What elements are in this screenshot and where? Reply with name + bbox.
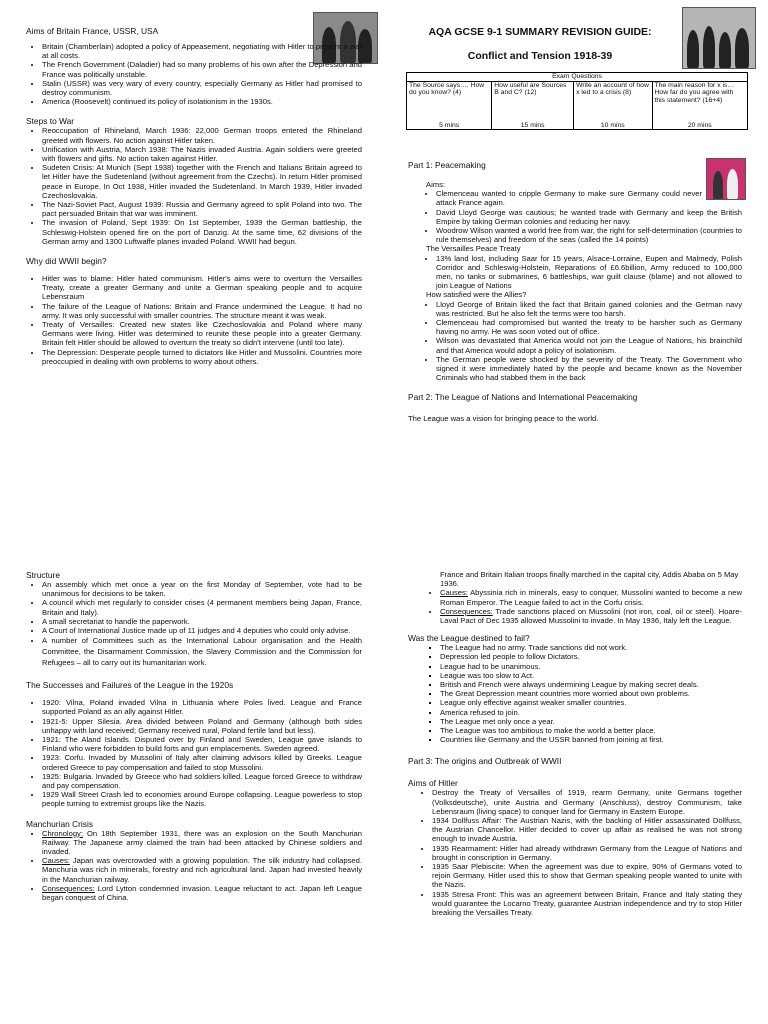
steps-to-war-list [26, 126, 362, 246]
list-item: • David Lloyd George was cautious; he wanted trade with Germany and keep the British Empire by taking German colonies and reducing her navy. [436, 208, 742, 226]
list-item [440, 588, 742, 606]
aims-allies-heading: Aims of Britain France, USSR, USA [26, 26, 159, 36]
list-item: • A number of Committees such as the International Labour organisation and the Health Committee, the Disarmament Commission, the Slavery Commission and the Commission for Refugees – all to carry out its humanitarian work. [42, 635, 362, 668]
list-item: • 1921-5: Upper Silesia. Area divided between Poland and Germany (although both sides unhappy with land received; Germany received rural, Poland fertile land but less). [42, 717, 362, 735]
structure-list [26, 580, 362, 668]
list-item: • 1923: Corfu. Invaded by Mussolini of Italy after claiming advisors killed by Greeks. League ordered Greece to pay compensation and failed to stop Mussolini. [42, 753, 362, 771]
item-text: Abyssinia rich in minerals, easy to conquer, Mussolini wanted to become a new Roman Emperor. The League failed to act in the Corfu crisis. [440, 588, 742, 607]
hitler-aims-heading: Aims of Hitler [408, 778, 458, 789]
list-item: ▪ League only effective against weaker smaller countries. [440, 698, 742, 707]
list-item: ▪ Depression led people to follow Dictators. [440, 652, 742, 661]
list-item: • An assembly which met once a year on the first Monday of September, vote had to be unanimous for decisions to be taken. [42, 580, 362, 598]
list-item: ▪ The League was too ambitious to make the world a better place. [440, 726, 742, 735]
exam-question-time: 10 mins [574, 122, 652, 130]
list-item: • Destroy the Treaty of Versailles of 1919, rearm Germany, unite Germans together (Volksdeutsche), unite Austria and Germany (Anschluss), destroy Communism, take Lebensraum (living space) to conquer land for Germany in Eastern Europe. [432, 788, 742, 816]
list-item: • 1934 Dollfuss Affair: The Austrian Nazis, with the backing of Hitler assassinated Dollfuss, the Austrian Chancellor. Hitler decided to cover up affair as realised he was not strong enough to invade Austria. [432, 816, 742, 844]
list-item: • 1935 Stresa Front: This was an agreement between Britain, France and Italy stating they would guarantee the Locarno Treaty, guarantee Austrian independence and try to stop Hitler breaking the Versailles Treaty. [432, 890, 742, 918]
list-item: • 1935 Rearmament: Hitler had already withdrawn Germany from the League of Nations and brought in conscription in Germany. [432, 844, 742, 862]
versailles-list [408, 254, 742, 291]
list-item [42, 856, 362, 884]
list-item: ▪ League was too slow to Act. [440, 671, 742, 680]
item-text: Lord Lytton condemned invasion. League reluctant to act. Japan left League began conquest of China. [42, 883, 362, 903]
league-fail-heading: Was the League destined to fail? [408, 633, 530, 644]
manchurian-crisis-list [26, 829, 362, 903]
exam-questions-table [406, 72, 748, 130]
successes-failures-heading: The Successes and Failures of the League in the 1920s [26, 680, 234, 691]
exam-question-time: 20 mins [652, 122, 748, 130]
list-item: • 13% land lost, including Saar for 15 years, Alsace-Lorraine, Eupen and Malmedy, Polish Corridor and Schleswig-Holstein, Reparations of £6.6billion, Army reduced to 100,000 men, no tanks or submarines, 6 battleships, war guilt clause (blame) and not allowed to join League of Nations [436, 254, 742, 291]
guide-title-line1: AQA GCSE 9-1 SUMMARY REVISION GUIDE: [428, 26, 652, 38]
right-bottom-column [408, 570, 742, 917]
left-bottom-column [26, 570, 362, 902]
list-item: ▪ British and French were always undermining League by making secret deals. [440, 680, 742, 689]
exam-question-time: 15 mins [492, 122, 574, 130]
exam-question: Write an account of how x led to a crisis (8) [574, 81, 652, 122]
list-item: • Stalin (USSR) was very wary of every country, especially Germany as Hitler had promised to destroy communism. [42, 79, 362, 97]
item-text: Trade sanctions placed on Mussolini (not iron, coal, oil or steel). Hoare-Laval Pact of Dec 1935 allowed Mussolini to invade. In May 1936, Italy left the League. [440, 606, 742, 626]
list-item: ▪ The League met only once a year. [440, 717, 742, 726]
list-item: • 1929 Wall Street Crash led to economies around Europe collapsing. League powerless to stop people turning to extremist groups like the Nazis. [42, 790, 362, 808]
peacemaking-aims-label: Aims: [426, 180, 445, 189]
list-item: • The invasion of Poland, Sept 1939: On 1st September, 1939 the German battleship, the Schleswig-Holstein opened fire on the port of Danzig. At the same time, 62 divisions of the German army and 1300 Luftwaffe planes invaded Poland. WWII had begun. [42, 218, 362, 246]
why-wwii-heading: Why did WWII begin? [26, 256, 107, 267]
successes-failures-list [26, 698, 362, 808]
steps-to-war-heading: Steps to War [26, 116, 75, 127]
list-item: • Sudeten Crisis: At Munich (Sept 1938) together with the French and Italians Britain agreed to let Hitler have the Sudetenland (without agreement from the Czechs). In return Hitler promised peace in Europe. In Oct 1938, Hitler invaded the Sudetenland. In March 1939, Hitler invaded Czechoslovakia. [42, 163, 362, 200]
list-item: • A Court of International Justice made up of 11 judges and 4 deputies who could only advise. [42, 626, 362, 635]
allies-satisfied-list [408, 300, 742, 383]
item-label: Consequences: [440, 606, 493, 616]
list-item: • 1925: Bulgaria. Invaded by Greece who had soldiers killed. League forced Greece to withdraw and pay compensation. [42, 772, 362, 790]
league-intro: The League was a vision for bringing peace to the world. [408, 414, 599, 424]
soldiers-photo [682, 7, 756, 69]
list-item: • Hitler was to blame: Hitler hated communism. Hitler's aims were to overturn the Versailles Treaty, create a greater Germany and unite a German speaking people and to acquire Lebensraum [42, 274, 362, 302]
list-item: • The French Government (Daladier) had so many problems of his own after the Depression and France was politically unstable. [42, 60, 362, 78]
list-item: • 1920: Vilna, Poland invaded Vilna in Lithuania where Poles lived. League and France supported Poland as an ally against Hitler. [42, 698, 362, 716]
item-text: Japan was overcrowded with a growing population. The silk industry had collapsed. Manchuria was rich in minerals, forestry and rich agricultural land. Japan had invested heavily in the Manchurian railway. [42, 856, 362, 884]
list-item: ▪ The League had no army. Trade sanctions did not work. [440, 643, 742, 652]
item-label: Causes: [42, 856, 70, 866]
item-label: Consequences: [42, 883, 95, 893]
list-item: • The Depression: Desperate people turned to dictators like Hitler and Mussolini. Countries more preoccupied in dealing with own problems to worry about others. [42, 348, 362, 366]
list-item: • Treaty of Versailles: Created new states like Czechoslovakia and Poland where many Germans were living. Hitler was determined to reunite these people into a greater Germany. Britain felt Hitler should be allowed to overturn the treaty so didn't intervene (until too late). [42, 320, 362, 348]
list-item [42, 884, 362, 902]
list-item: • A small secretariat to handle the paperwork. [42, 617, 362, 626]
part3-heading: Part 3: The origins and Outbreak of WWII [408, 756, 562, 767]
abyssinia-continued: France and Britain Italian troops finally marched in the capital city, Addis Ababa on 5 May 1936. [440, 570, 739, 589]
list-item: • Woodrow Wilson wanted a world free from war, the right for self-determination (countries to rule themselves) and freedom of the seas (called the 14 points) [436, 226, 742, 244]
list-item: • Reoccupation of Rhineland, March 1936: 22,000 German troops entered the Rhineland greeted with flowers. No action against Hitler taken. [42, 126, 362, 144]
list-item: ▪ League had to be unanimous. [440, 662, 742, 671]
exam-question-time: 5 mins [407, 122, 492, 130]
list-item [440, 607, 742, 625]
list-item: • Wilson was devastated that America would not join the League of Nations, his brainchild and that America would adopt a policy of isolationism. [436, 336, 742, 354]
versailles-label: The Versailles Peace Treaty [426, 244, 521, 254]
league-fail-list [408, 643, 742, 744]
item-text: On 18th September 1931, there was an explosion on the South Manchurian Railway. The Japanese army claimed the train had been attacked by Chinese soldiers and invaded. [42, 828, 362, 857]
list-item: ▪ Countries like Germany and the USSR banned from joining at first. [440, 735, 742, 744]
allies-satisfied-label: How satisfied were the Allies? [426, 290, 527, 300]
list-item: • A council which met regularly to consider crises (4 permanent members being Japan, France, Britain and Italy). [42, 598, 362, 616]
abyssinia-list [408, 588, 742, 625]
list-item: • 1921: The Aland Islands. Disputed over by Finland and Sweden, League gave islands to Finland who were forbidden to build forts and gun emplacements. Sweden agreed. [42, 735, 362, 753]
part2-heading: Part 2: The League of Nations and International Peacemaking [408, 392, 638, 403]
list-item: • Lloyd George of Britain liked the fact that Britain gained colonies and the German navy was restricted. But he also felt the terms were too harsh. [436, 300, 742, 318]
exam-question: The Source says…. How do you know? (4) [407, 81, 492, 122]
list-item: • The failure of the League of Nations: Britain and France undermined the League. It had no army. It was only successful with smaller countries. The structure meant it was weak. [42, 302, 362, 320]
item-label: Causes: [440, 588, 468, 598]
list-item: • Clemenceau had compromised but wanted the treaty to be harsher such as Germany having no army. He was soon voted out of office. [436, 318, 742, 336]
part1-heading: Part 1: Peacemaking [408, 160, 486, 170]
peacemaking-aims-list [408, 189, 742, 244]
left-top-column [26, 26, 362, 366]
exam-questions-caption: Exam Questions [407, 73, 748, 82]
list-item: ▪ America refused to join. [440, 708, 742, 717]
list-item: • Unification with Austria, March 1938: The Nazis invaded Austria. Again soldiers were greeted with flowers and gifts. No action taken against Hitler. [42, 145, 362, 163]
exam-question: How useful are Sources B and C? (12) [492, 81, 574, 122]
hitler-aims-list [408, 788, 742, 917]
guide-title-line2: Conflict and Tension 1918-39 [467, 50, 613, 62]
structure-heading: Structure [26, 570, 60, 580]
item-label: Chronology: [42, 828, 83, 838]
right-top-column [408, 160, 742, 424]
manchurian-crisis-heading: Manchurian Crisis [26, 818, 94, 829]
list-item [42, 829, 362, 857]
list-item: ▪ The Great Depression meant countries more worried about own problems. [440, 689, 742, 698]
list-item: • America (Roosevelt) continued its policy of isolationism in the 1930s. [42, 97, 362, 106]
list-item: • Clemenceau wanted to cripple Germany to make sure Germany could never attack France again. [436, 189, 742, 207]
aims-allies-list [26, 42, 362, 106]
list-item: • The Nazi-Soviet Pact, August 1939: Russia and Germany agreed to split Poland into two. The pact persuaded Britain that war was imminent. [42, 200, 362, 218]
list-item: • 1935 Saar Plebiscite: When the agreement was due to expire, 90% of Germans voted to rejoin Germany. Hitler used this to show that German speaking people wanted to unite with the Nazis. [432, 862, 742, 890]
list-item: • Britain (Chamberlain) adopted a policy of Appeasement, negotiating with Hitler to prevent a war at all costs. [42, 42, 362, 60]
why-wwii-list [26, 274, 362, 366]
exam-question: The main reason for x is… How far do you agree with this statement? (16+4) [652, 81, 748, 122]
list-item: • The German people were shocked by the severity of the Treaty. The Government who signed it were immediately hated by the people and became known as the November Criminals who had stabbed them in the back [436, 355, 742, 383]
